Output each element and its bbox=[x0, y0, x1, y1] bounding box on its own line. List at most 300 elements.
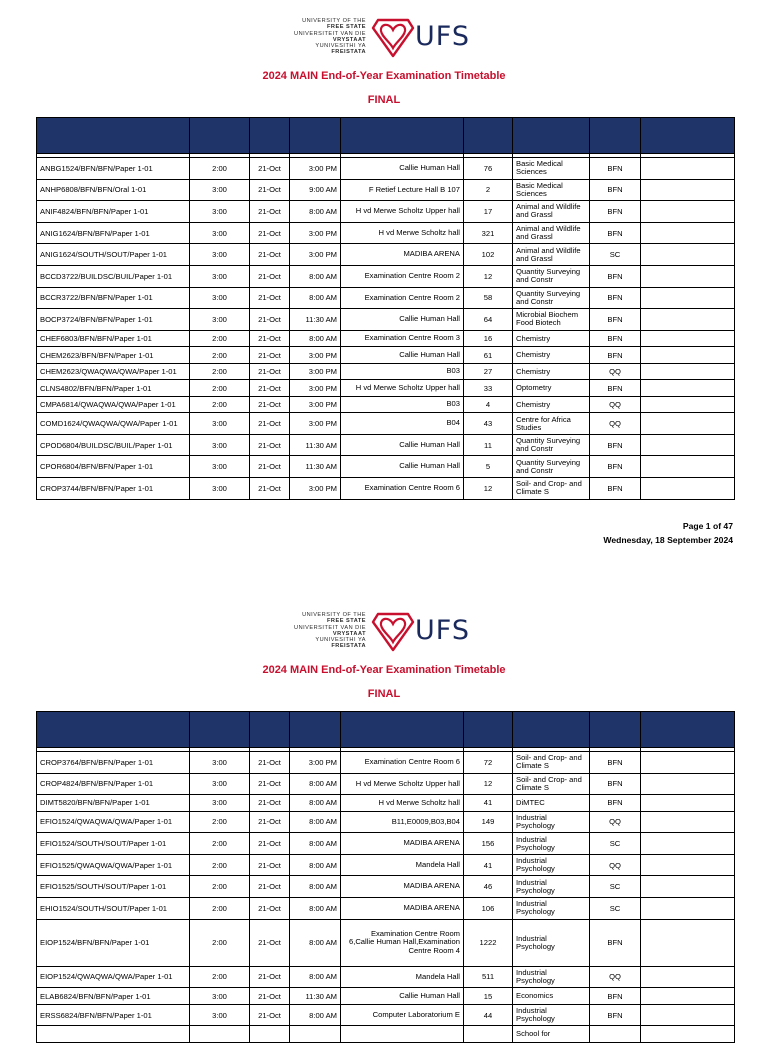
date-cell: 21-Oct bbox=[250, 833, 290, 855]
duration-cell: 3:00 bbox=[190, 478, 250, 500]
campus-cell: BFN bbox=[590, 988, 641, 1005]
logo-line: YUNIVESITHI YA bbox=[315, 637, 366, 644]
date-cell: 21-Oct bbox=[250, 919, 290, 966]
candidates-cell: 12 bbox=[464, 478, 513, 500]
table-row bbox=[37, 363, 735, 380]
table-row bbox=[37, 396, 735, 413]
logo-line: FREE STATE bbox=[327, 24, 366, 31]
campus-cell: SC bbox=[590, 244, 641, 266]
notes-cell bbox=[641, 201, 735, 223]
campus-cell: QQ bbox=[590, 396, 641, 413]
duration-cell: 3:00 bbox=[190, 773, 250, 795]
table-header-row bbox=[37, 118, 735, 154]
document-title: 2024 MAIN End-of-Year Examination Timetable bbox=[262, 664, 506, 676]
venue-cell: B03 bbox=[341, 363, 464, 380]
logo-line: YUNIVESITHI YA bbox=[315, 43, 366, 50]
table-row bbox=[37, 330, 735, 347]
candidates-cell: 41 bbox=[464, 795, 513, 812]
duration-cell: 2:00 bbox=[190, 898, 250, 920]
campus-cell: BFN bbox=[590, 265, 641, 287]
header-cell bbox=[464, 118, 513, 154]
duration-cell: 2:00 bbox=[190, 876, 250, 898]
shield-heart-icon bbox=[370, 610, 416, 654]
venue-cell: B04 bbox=[341, 413, 464, 435]
duration-cell: 2:00 bbox=[190, 347, 250, 364]
notes-cell bbox=[641, 898, 735, 920]
table-row bbox=[37, 478, 735, 500]
candidates-cell: 5 bbox=[464, 456, 513, 478]
header-cell bbox=[190, 712, 250, 748]
table-row bbox=[37, 222, 735, 244]
duration-cell: 2:00 bbox=[190, 396, 250, 413]
time-cell: 11:30 AM bbox=[290, 988, 341, 1005]
candidates-cell: 44 bbox=[464, 1004, 513, 1026]
department-cell: Chemistry bbox=[513, 396, 590, 413]
notes-cell bbox=[641, 811, 735, 833]
header-cell bbox=[290, 712, 341, 748]
notes-cell bbox=[641, 396, 735, 413]
venue-cell: H vd Merwe Scholtz hall bbox=[341, 222, 464, 244]
campus-cell: QQ bbox=[590, 811, 641, 833]
time-cell: 11:30 AM bbox=[290, 456, 341, 478]
header-cell bbox=[341, 712, 464, 748]
duration-cell: 3:00 bbox=[190, 265, 250, 287]
candidates-cell: 106 bbox=[464, 898, 513, 920]
notes-cell bbox=[641, 478, 735, 500]
table-row bbox=[37, 309, 735, 331]
notes-cell bbox=[641, 833, 735, 855]
campus-cell: BFN bbox=[590, 179, 641, 201]
candidates-cell: 33 bbox=[464, 380, 513, 397]
duration-cell: 2:00 bbox=[190, 833, 250, 855]
exam-code-cell bbox=[37, 1026, 190, 1043]
venue-cell: B11,E0009,B03,B04 bbox=[341, 811, 464, 833]
table-body bbox=[37, 154, 735, 500]
venue-cell: Callie Human Hall bbox=[341, 456, 464, 478]
time-cell: 8:00 AM bbox=[290, 287, 341, 309]
venue-cell bbox=[341, 1026, 464, 1043]
department-cell: Industrial Psychology bbox=[513, 876, 590, 898]
time-cell: 8:00 AM bbox=[290, 854, 341, 876]
time-cell: 11:30 AM bbox=[290, 309, 341, 331]
table-row bbox=[37, 456, 735, 478]
candidates-cell: 58 bbox=[464, 287, 513, 309]
table-row bbox=[37, 434, 735, 456]
exam-code-cell: ANBG1524/BFN/BFN/Paper 1-01 bbox=[37, 158, 190, 180]
document-status: FINAL bbox=[367, 94, 401, 106]
notes-cell bbox=[641, 287, 735, 309]
candidates-cell: 61 bbox=[464, 347, 513, 364]
exam-code-cell: CROP4824/BFN/BFN/Paper 1-01 bbox=[37, 773, 190, 795]
department-cell: Optometry bbox=[513, 380, 590, 397]
duration-cell: 2:00 bbox=[190, 380, 250, 397]
exam-code-cell: EFIO1524/QWAQWA/QWA/Paper 1-01 bbox=[37, 811, 190, 833]
candidates-cell: 11 bbox=[464, 434, 513, 456]
candidates-cell: 4 bbox=[464, 396, 513, 413]
notes-cell bbox=[641, 966, 735, 988]
timetable-page-2 bbox=[0, 604, 768, 1039]
venue-cell: MADIBA ARENA bbox=[341, 244, 464, 266]
time-cell: 8:00 AM bbox=[290, 876, 341, 898]
time-cell: 3:00 PM bbox=[290, 363, 341, 380]
exam-code-cell: CROP3764/BFN/BFN/Paper 1-01 bbox=[37, 752, 190, 774]
table-row bbox=[37, 380, 735, 397]
duration-cell: 3:00 bbox=[190, 456, 250, 478]
venue-cell: H vd Merwe Scholtz Upper hall bbox=[341, 380, 464, 397]
campus-cell: SC bbox=[590, 833, 641, 855]
date-cell: 21-Oct bbox=[250, 330, 290, 347]
date-cell: 21-Oct bbox=[250, 773, 290, 795]
candidates-cell: 16 bbox=[464, 330, 513, 347]
notes-cell bbox=[641, 309, 735, 331]
page-header bbox=[0, 12, 768, 112]
venue-cell: Examination Centre Room 6 bbox=[341, 478, 464, 500]
duration-cell: 2:00 bbox=[190, 966, 250, 988]
date-cell: 21-Oct bbox=[250, 309, 290, 331]
time-cell: 8:00 AM bbox=[290, 201, 341, 223]
header-cell bbox=[190, 118, 250, 154]
exam-code-cell: BOCP3724/BFN/BFN/Paper 1-01 bbox=[37, 309, 190, 331]
department-cell: Industrial Psychology bbox=[513, 898, 590, 920]
campus-cell: BFN bbox=[590, 158, 641, 180]
date-cell: 21-Oct bbox=[250, 287, 290, 309]
page-number: Page 1 of 47 bbox=[682, 521, 733, 531]
document-title: 2024 MAIN End-of-Year Examination Timetable bbox=[262, 70, 506, 82]
duration-cell: 3:00 bbox=[190, 434, 250, 456]
venue-cell: Callie Human Hall bbox=[341, 434, 464, 456]
date-cell: 21-Oct bbox=[250, 795, 290, 812]
time-cell bbox=[290, 1026, 341, 1043]
time-cell: 8:00 AM bbox=[290, 1004, 341, 1026]
department-cell: DiMTEC bbox=[513, 795, 590, 812]
time-cell: 3:00 PM bbox=[290, 478, 341, 500]
department-cell: Microbial Biochem Food Biotech bbox=[513, 309, 590, 331]
campus-cell: BFN bbox=[590, 287, 641, 309]
campus-cell: BFN bbox=[590, 456, 641, 478]
table-row bbox=[37, 347, 735, 364]
date-cell bbox=[250, 1026, 290, 1043]
date-cell: 21-Oct bbox=[250, 752, 290, 774]
header-cell bbox=[464, 712, 513, 748]
date-cell: 21-Oct bbox=[250, 244, 290, 266]
table-body bbox=[37, 748, 735, 1043]
candidates-cell: 41 bbox=[464, 854, 513, 876]
venue-cell: Callie Human Hall bbox=[341, 309, 464, 331]
campus-cell: BFN bbox=[590, 773, 641, 795]
date-cell: 21-Oct bbox=[250, 478, 290, 500]
date-cell: 21-Oct bbox=[250, 347, 290, 364]
duration-cell: 3:00 bbox=[190, 988, 250, 1005]
candidates-cell: 2 bbox=[464, 179, 513, 201]
notes-cell bbox=[641, 795, 735, 812]
exam-code-cell: CPOR6804/BFN/BFN/Paper 1-01 bbox=[37, 456, 190, 478]
exam-code-cell: EHIO1524/SOUTH/SOUT/Paper 1-01 bbox=[37, 898, 190, 920]
date-cell: 21-Oct bbox=[250, 396, 290, 413]
notes-cell bbox=[641, 265, 735, 287]
logo-line: FREISTATA bbox=[331, 49, 366, 56]
department-cell: Quantity Surveying and Constr bbox=[513, 434, 590, 456]
duration-cell: 2:00 bbox=[190, 919, 250, 966]
logo-wordmark: UFS bbox=[415, 21, 470, 52]
notes-cell bbox=[641, 752, 735, 774]
exam-code-cell: EFIO1524/SOUTH/SOUT/Paper 1-01 bbox=[37, 833, 190, 855]
date-cell: 21-Oct bbox=[250, 434, 290, 456]
candidates-cell: 149 bbox=[464, 811, 513, 833]
duration-cell: 3:00 bbox=[190, 309, 250, 331]
time-cell: 8:00 AM bbox=[290, 833, 341, 855]
logo-line: UNIVERSITY OF THE bbox=[302, 612, 366, 618]
duration-cell bbox=[190, 1026, 250, 1043]
venue-cell: Mandela Hall bbox=[341, 966, 464, 988]
exam-code-cell: ANHP6808/BFN/BFN/Oral 1-01 bbox=[37, 179, 190, 201]
campus-cell: SC bbox=[590, 876, 641, 898]
campus-cell: BFN bbox=[590, 309, 641, 331]
campus-cell: BFN bbox=[590, 222, 641, 244]
department-cell: Industrial Psychology bbox=[513, 854, 590, 876]
table-row bbox=[37, 1026, 735, 1043]
logo-line: VRYSTAAT bbox=[332, 630, 366, 637]
venue-cell: Examination Centre Room 2 bbox=[341, 287, 464, 309]
logo-line: UNIVERSITY OF THE bbox=[302, 18, 366, 24]
logo-university-name bbox=[282, 18, 366, 56]
time-cell: 9:00 AM bbox=[290, 179, 341, 201]
exam-code-cell: BCCR3722/BFN/BFN/Paper 1-01 bbox=[37, 287, 190, 309]
table-row bbox=[37, 413, 735, 435]
candidates-cell: 321 bbox=[464, 222, 513, 244]
time-cell: 3:00 PM bbox=[290, 244, 341, 266]
header-cell bbox=[37, 118, 190, 154]
duration-cell: 3:00 bbox=[190, 1004, 250, 1026]
department-cell: Industrial Psychology bbox=[513, 966, 590, 988]
time-cell: 3:00 PM bbox=[290, 347, 341, 364]
duration-cell: 3:00 bbox=[190, 244, 250, 266]
table-row bbox=[37, 876, 735, 898]
candidates-cell: 15 bbox=[464, 988, 513, 1005]
table-row bbox=[37, 919, 735, 966]
candidates-cell: 12 bbox=[464, 773, 513, 795]
print-date: Wednesday, 18 September 2024 bbox=[603, 535, 733, 545]
table-row bbox=[37, 179, 735, 201]
date-cell: 21-Oct bbox=[250, 265, 290, 287]
exam-code-cell: CROP3744/BFN/BFN/Paper 1-01 bbox=[37, 478, 190, 500]
table-header-row bbox=[37, 712, 735, 748]
header-cell bbox=[513, 712, 590, 748]
exam-code-cell: EFIO1525/SOUTH/SOUT/Paper 1-01 bbox=[37, 876, 190, 898]
candidates-cell: 12 bbox=[464, 265, 513, 287]
timetable-table bbox=[36, 117, 735, 500]
exam-code-cell: CPOD6804/BUILDSC/BUIL/Paper 1-01 bbox=[37, 434, 190, 456]
candidates-cell: 64 bbox=[464, 309, 513, 331]
header-cell bbox=[641, 118, 735, 154]
venue-cell: H vd Merwe Scholtz hall bbox=[341, 795, 464, 812]
logo-line: UNIVERSITEIT VAN DIE bbox=[294, 624, 366, 631]
venue-cell: MADIBA ARENA bbox=[341, 833, 464, 855]
campus-cell: BFN bbox=[590, 795, 641, 812]
date-cell: 21-Oct bbox=[250, 854, 290, 876]
duration-cell: 3:00 bbox=[190, 222, 250, 244]
table-row bbox=[37, 773, 735, 795]
candidates-cell: 43 bbox=[464, 413, 513, 435]
notes-cell bbox=[641, 854, 735, 876]
notes-cell bbox=[641, 347, 735, 364]
logo-line: UNIVERSITEIT VAN DIE bbox=[294, 30, 366, 37]
table-row bbox=[37, 988, 735, 1005]
campus-cell bbox=[590, 1026, 641, 1043]
department-cell: Industrial Psychology bbox=[513, 919, 590, 966]
exam-code-cell: DIMT5820/BFN/BFN/Paper 1-01 bbox=[37, 795, 190, 812]
department-cell: Chemistry bbox=[513, 347, 590, 364]
exam-code-cell: ANIG1624/SOUTH/SOUT/Paper 1-01 bbox=[37, 244, 190, 266]
exam-code-cell: ANIF4824/BFN/BFN/Paper 1-01 bbox=[37, 201, 190, 223]
date-cell: 21-Oct bbox=[250, 876, 290, 898]
notes-cell bbox=[641, 363, 735, 380]
department-cell: Animal and Wildlife and Grassl bbox=[513, 201, 590, 223]
notes-cell bbox=[641, 919, 735, 966]
time-cell: 8:00 AM bbox=[290, 265, 341, 287]
notes-cell bbox=[641, 380, 735, 397]
duration-cell: 3:00 bbox=[190, 752, 250, 774]
campus-cell: BFN bbox=[590, 330, 641, 347]
time-cell: 8:00 AM bbox=[290, 811, 341, 833]
department-cell: Soil- and Crop- and Climate S bbox=[513, 478, 590, 500]
campus-cell: SC bbox=[590, 898, 641, 920]
date-cell: 21-Oct bbox=[250, 179, 290, 201]
logo-line: FREE STATE bbox=[327, 618, 366, 625]
department-cell: Quantity Surveying and Constr bbox=[513, 265, 590, 287]
candidates-cell: 1222 bbox=[464, 919, 513, 966]
department-cell: Chemistry bbox=[513, 330, 590, 347]
duration-cell: 2:00 bbox=[190, 363, 250, 380]
venue-cell: Callie Human Hall bbox=[341, 347, 464, 364]
notes-cell bbox=[641, 179, 735, 201]
duration-cell: 3:00 bbox=[190, 795, 250, 812]
department-cell: Centre for Africa Studies bbox=[513, 413, 590, 435]
department-cell: Quantity Surveying and Constr bbox=[513, 456, 590, 478]
header-cell bbox=[641, 712, 735, 748]
department-cell: Soil- and Crop- and Climate S bbox=[513, 752, 590, 774]
department-cell: Basic Medical Sciences bbox=[513, 179, 590, 201]
campus-cell: BFN bbox=[590, 380, 641, 397]
timetable-table bbox=[36, 711, 735, 1043]
header-cell bbox=[341, 118, 464, 154]
ufs-logo bbox=[282, 14, 492, 64]
shield-heart-icon bbox=[370, 16, 416, 60]
notes-cell bbox=[641, 413, 735, 435]
venue-cell: Callie Human Hall bbox=[341, 988, 464, 1005]
duration-cell: 3:00 bbox=[190, 413, 250, 435]
table-row bbox=[37, 811, 735, 833]
duration-cell: 3:00 bbox=[190, 179, 250, 201]
time-cell: 3:00 PM bbox=[290, 222, 341, 244]
venue-cell: Examination Centre Room 6,Callie Human Hall,Examination Centre Room 4 bbox=[341, 919, 464, 966]
duration-cell: 3:00 bbox=[190, 287, 250, 309]
logo-university-name bbox=[282, 612, 366, 650]
table-row bbox=[37, 752, 735, 774]
notes-cell bbox=[641, 773, 735, 795]
candidates-cell: 72 bbox=[464, 752, 513, 774]
exam-code-cell: CLNS4802/BFN/BFN/Paper 1-01 bbox=[37, 380, 190, 397]
venue-cell: Examination Centre Room 6 bbox=[341, 752, 464, 774]
table-row bbox=[37, 201, 735, 223]
time-cell: 8:00 AM bbox=[290, 773, 341, 795]
campus-cell: BFN bbox=[590, 434, 641, 456]
header-cell bbox=[590, 712, 641, 748]
venue-cell: B03 bbox=[341, 396, 464, 413]
header-cell bbox=[250, 118, 290, 154]
campus-cell: QQ bbox=[590, 413, 641, 435]
table-row bbox=[37, 287, 735, 309]
date-cell: 21-Oct bbox=[250, 456, 290, 478]
campus-cell: BFN bbox=[590, 478, 641, 500]
duration-cell: 2:00 bbox=[190, 330, 250, 347]
time-cell: 3:00 PM bbox=[290, 158, 341, 180]
header-cell bbox=[590, 118, 641, 154]
venue-cell: MADIBA ARENA bbox=[341, 876, 464, 898]
candidates-cell: 27 bbox=[464, 363, 513, 380]
notes-cell bbox=[641, 1004, 735, 1026]
department-cell: Chemistry bbox=[513, 363, 590, 380]
venue-cell: F Retief Lecture Hall B 107 bbox=[341, 179, 464, 201]
candidates-cell bbox=[464, 1026, 513, 1043]
time-cell: 8:00 AM bbox=[290, 898, 341, 920]
candidates-cell: 46 bbox=[464, 876, 513, 898]
date-cell: 21-Oct bbox=[250, 988, 290, 1005]
candidates-cell: 102 bbox=[464, 244, 513, 266]
exam-code-cell: ERSS6824/BFN/BFN/Paper 1-01 bbox=[37, 1004, 190, 1026]
table-row bbox=[37, 1004, 735, 1026]
date-cell: 21-Oct bbox=[250, 363, 290, 380]
table-row bbox=[37, 244, 735, 266]
campus-cell: BFN bbox=[590, 347, 641, 364]
logo-wordmark: UFS bbox=[415, 615, 470, 646]
date-cell: 21-Oct bbox=[250, 201, 290, 223]
time-cell: 8:00 AM bbox=[290, 330, 341, 347]
table-row bbox=[37, 833, 735, 855]
date-cell: 21-Oct bbox=[250, 966, 290, 988]
exam-code-cell: CHEM2623/QWAQWA/QWA/Paper 1-01 bbox=[37, 363, 190, 380]
campus-cell: QQ bbox=[590, 854, 641, 876]
time-cell: 3:00 PM bbox=[290, 413, 341, 435]
exam-code-cell: CHEF6803/BFN/BFN/Paper 1-01 bbox=[37, 330, 190, 347]
notes-cell bbox=[641, 456, 735, 478]
ufs-logo bbox=[282, 608, 492, 658]
page-header bbox=[0, 606, 768, 706]
date-cell: 21-Oct bbox=[250, 811, 290, 833]
table-row bbox=[37, 265, 735, 287]
logo-line: FREISTATA bbox=[331, 643, 366, 650]
exam-code-cell: EFIO1525/QWAQWA/QWA/Paper 1-01 bbox=[37, 854, 190, 876]
venue-cell: Examination Centre Room 2 bbox=[341, 265, 464, 287]
department-cell: Industrial Psychology bbox=[513, 1004, 590, 1026]
header-cell bbox=[513, 118, 590, 154]
header-cell bbox=[37, 712, 190, 748]
document-status: FINAL bbox=[367, 688, 401, 700]
venue-cell: MADIBA ARENA bbox=[341, 898, 464, 920]
department-cell: Basic Medical Sciences bbox=[513, 158, 590, 180]
exam-code-cell: BCCD3722/BUILDSC/BUIL/Paper 1-01 bbox=[37, 265, 190, 287]
table-row bbox=[37, 854, 735, 876]
venue-cell: H vd Merwe Scholtz Upper hall bbox=[341, 773, 464, 795]
department-cell: Industrial Psychology bbox=[513, 833, 590, 855]
exam-code-cell: EIOP1524/QWAQWA/QWA/Paper 1-01 bbox=[37, 966, 190, 988]
time-cell: 3:00 PM bbox=[290, 396, 341, 413]
department-cell: School for bbox=[513, 1026, 590, 1043]
notes-cell bbox=[641, 876, 735, 898]
date-cell: 21-Oct bbox=[250, 222, 290, 244]
date-cell: 21-Oct bbox=[250, 413, 290, 435]
exam-code-cell: ELAB6824/BFN/BFN/Paper 1-01 bbox=[37, 988, 190, 1005]
notes-cell bbox=[641, 330, 735, 347]
